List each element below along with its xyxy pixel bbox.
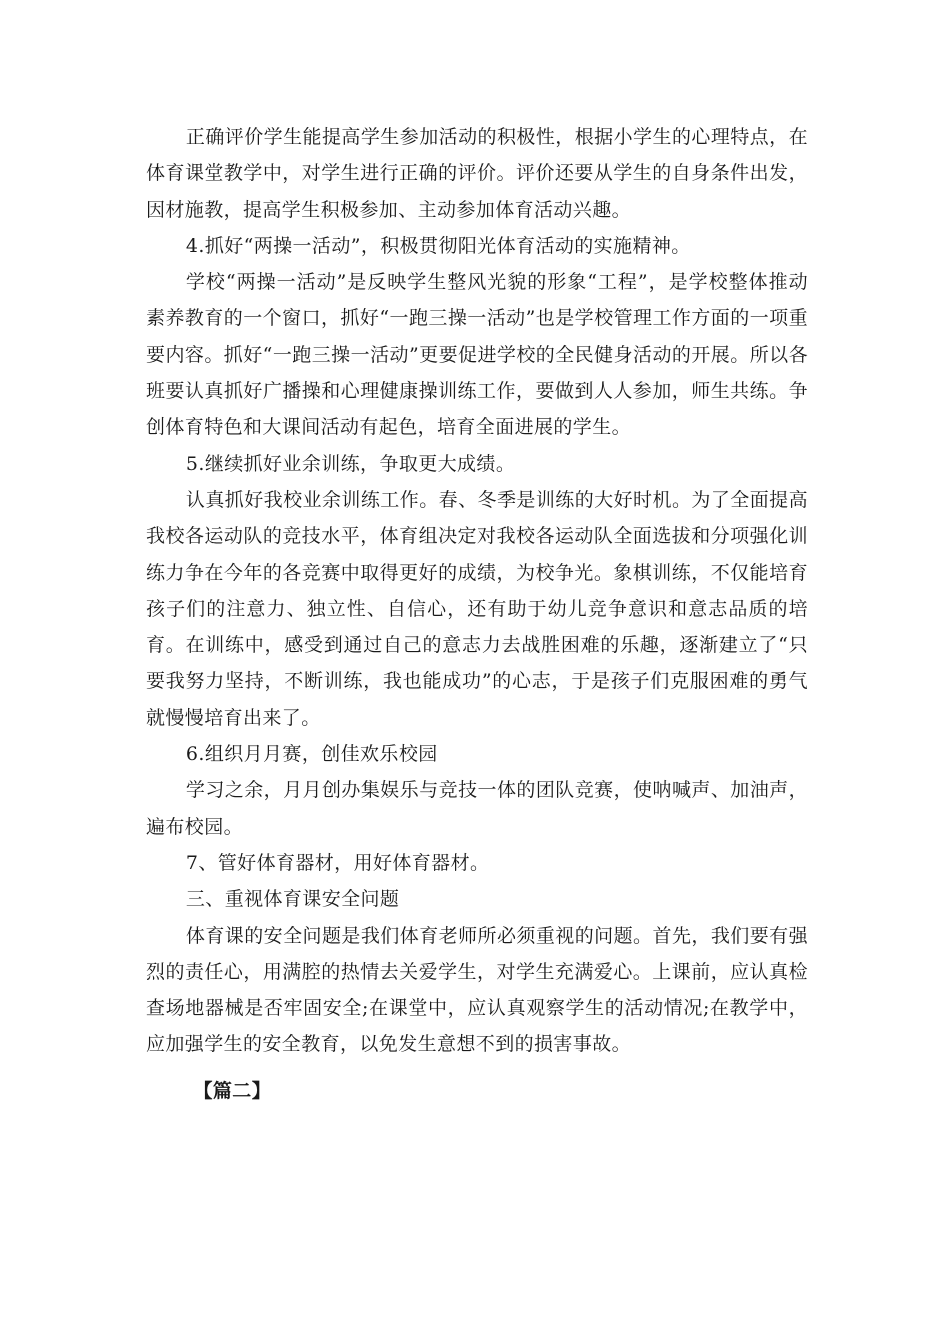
heading-monthly-contest: 6.组织月月赛，创佳欢乐校园	[185, 743, 438, 766]
paragraph-amateur-training: 认真抓好我校业余训练工作。春、冬季是训练的大好时机。为了全面提高我校各运动队的竞技水平，体育组决定对我校各运动队全面选拔和分项强化训练力争在今年的各竞赛中取得更好的成绩，为校争光。象棋训练，不仅能培育孩子们的注意力、独立性、自信心，还有助于幼儿竞争意识和意志品质的培育。在训练中，感受到通过自己的意志力去战胜困难的乐趣，逐渐建立了“只要我努力坚持，不断训练，我也能成功”的心志，于是孩子们克服困难的勇气就慢慢培育出来了。	[146, 488, 808, 729]
heading-equipment: 7、管好体育器材，用好体育器材。	[185, 851, 490, 874]
paragraph-safety: 体育课的安全问题是我们体育老师所必须重视的问题。首先，我们要有强烈的责任心，用满腔的热情去关爱学生，对学生充满爱心。上课前，应认真检查场地器械是否牢固安全;在课堂中，应认真观察学生的活动情况;在教学中，应加强学生的安全教育，以免发生意想不到的损害事故。	[146, 924, 808, 1056]
heading-amateur-training: 5.继续抓好业余训练，争取更大成绩。	[185, 452, 516, 475]
section-label-part-two: 【篇二】	[193, 1079, 272, 1102]
paragraph-two-exercises: 学校“两操一活动”是反映学生整风光貌的形象“工程”，是学校整体推动素养教育的一个窗口，抓好“一跑三操一活动”也是学校管理工作方面的一项重要内容。抓好“一跑三操一活动”更要促进学校的全民健身活动的开展。所以各班要认真抓好广播操和心理健康操训练工作，要做到人人参加，师生共练。争创体育特色和大课间活动有起色，培育全面进展的学生。	[146, 271, 808, 439]
paragraph-evaluation: 正确评价学生能提高学生参加活动的积极性，根据小学生的心理特点，在体育课堂教学中，对学生进行正确的评价。评价还要从学生的自身条件出发，因材施教，提高学生积极参加、主动参加体育活动兴趣。	[146, 126, 808, 221]
heading-safety: 三、重视体育课安全问题	[185, 888, 400, 911]
heading-two-exercises: 4.抓好“两操一活动”，积极贯彻阳光体育活动的实施精神。	[185, 234, 691, 257]
document-body	[146, 119, 808, 1109]
paragraph-monthly-contest: 学习之余，月月创办集娱乐与竞技一体的团队竞赛，使呐喊声、加油声，遍布校园。	[146, 779, 808, 838]
